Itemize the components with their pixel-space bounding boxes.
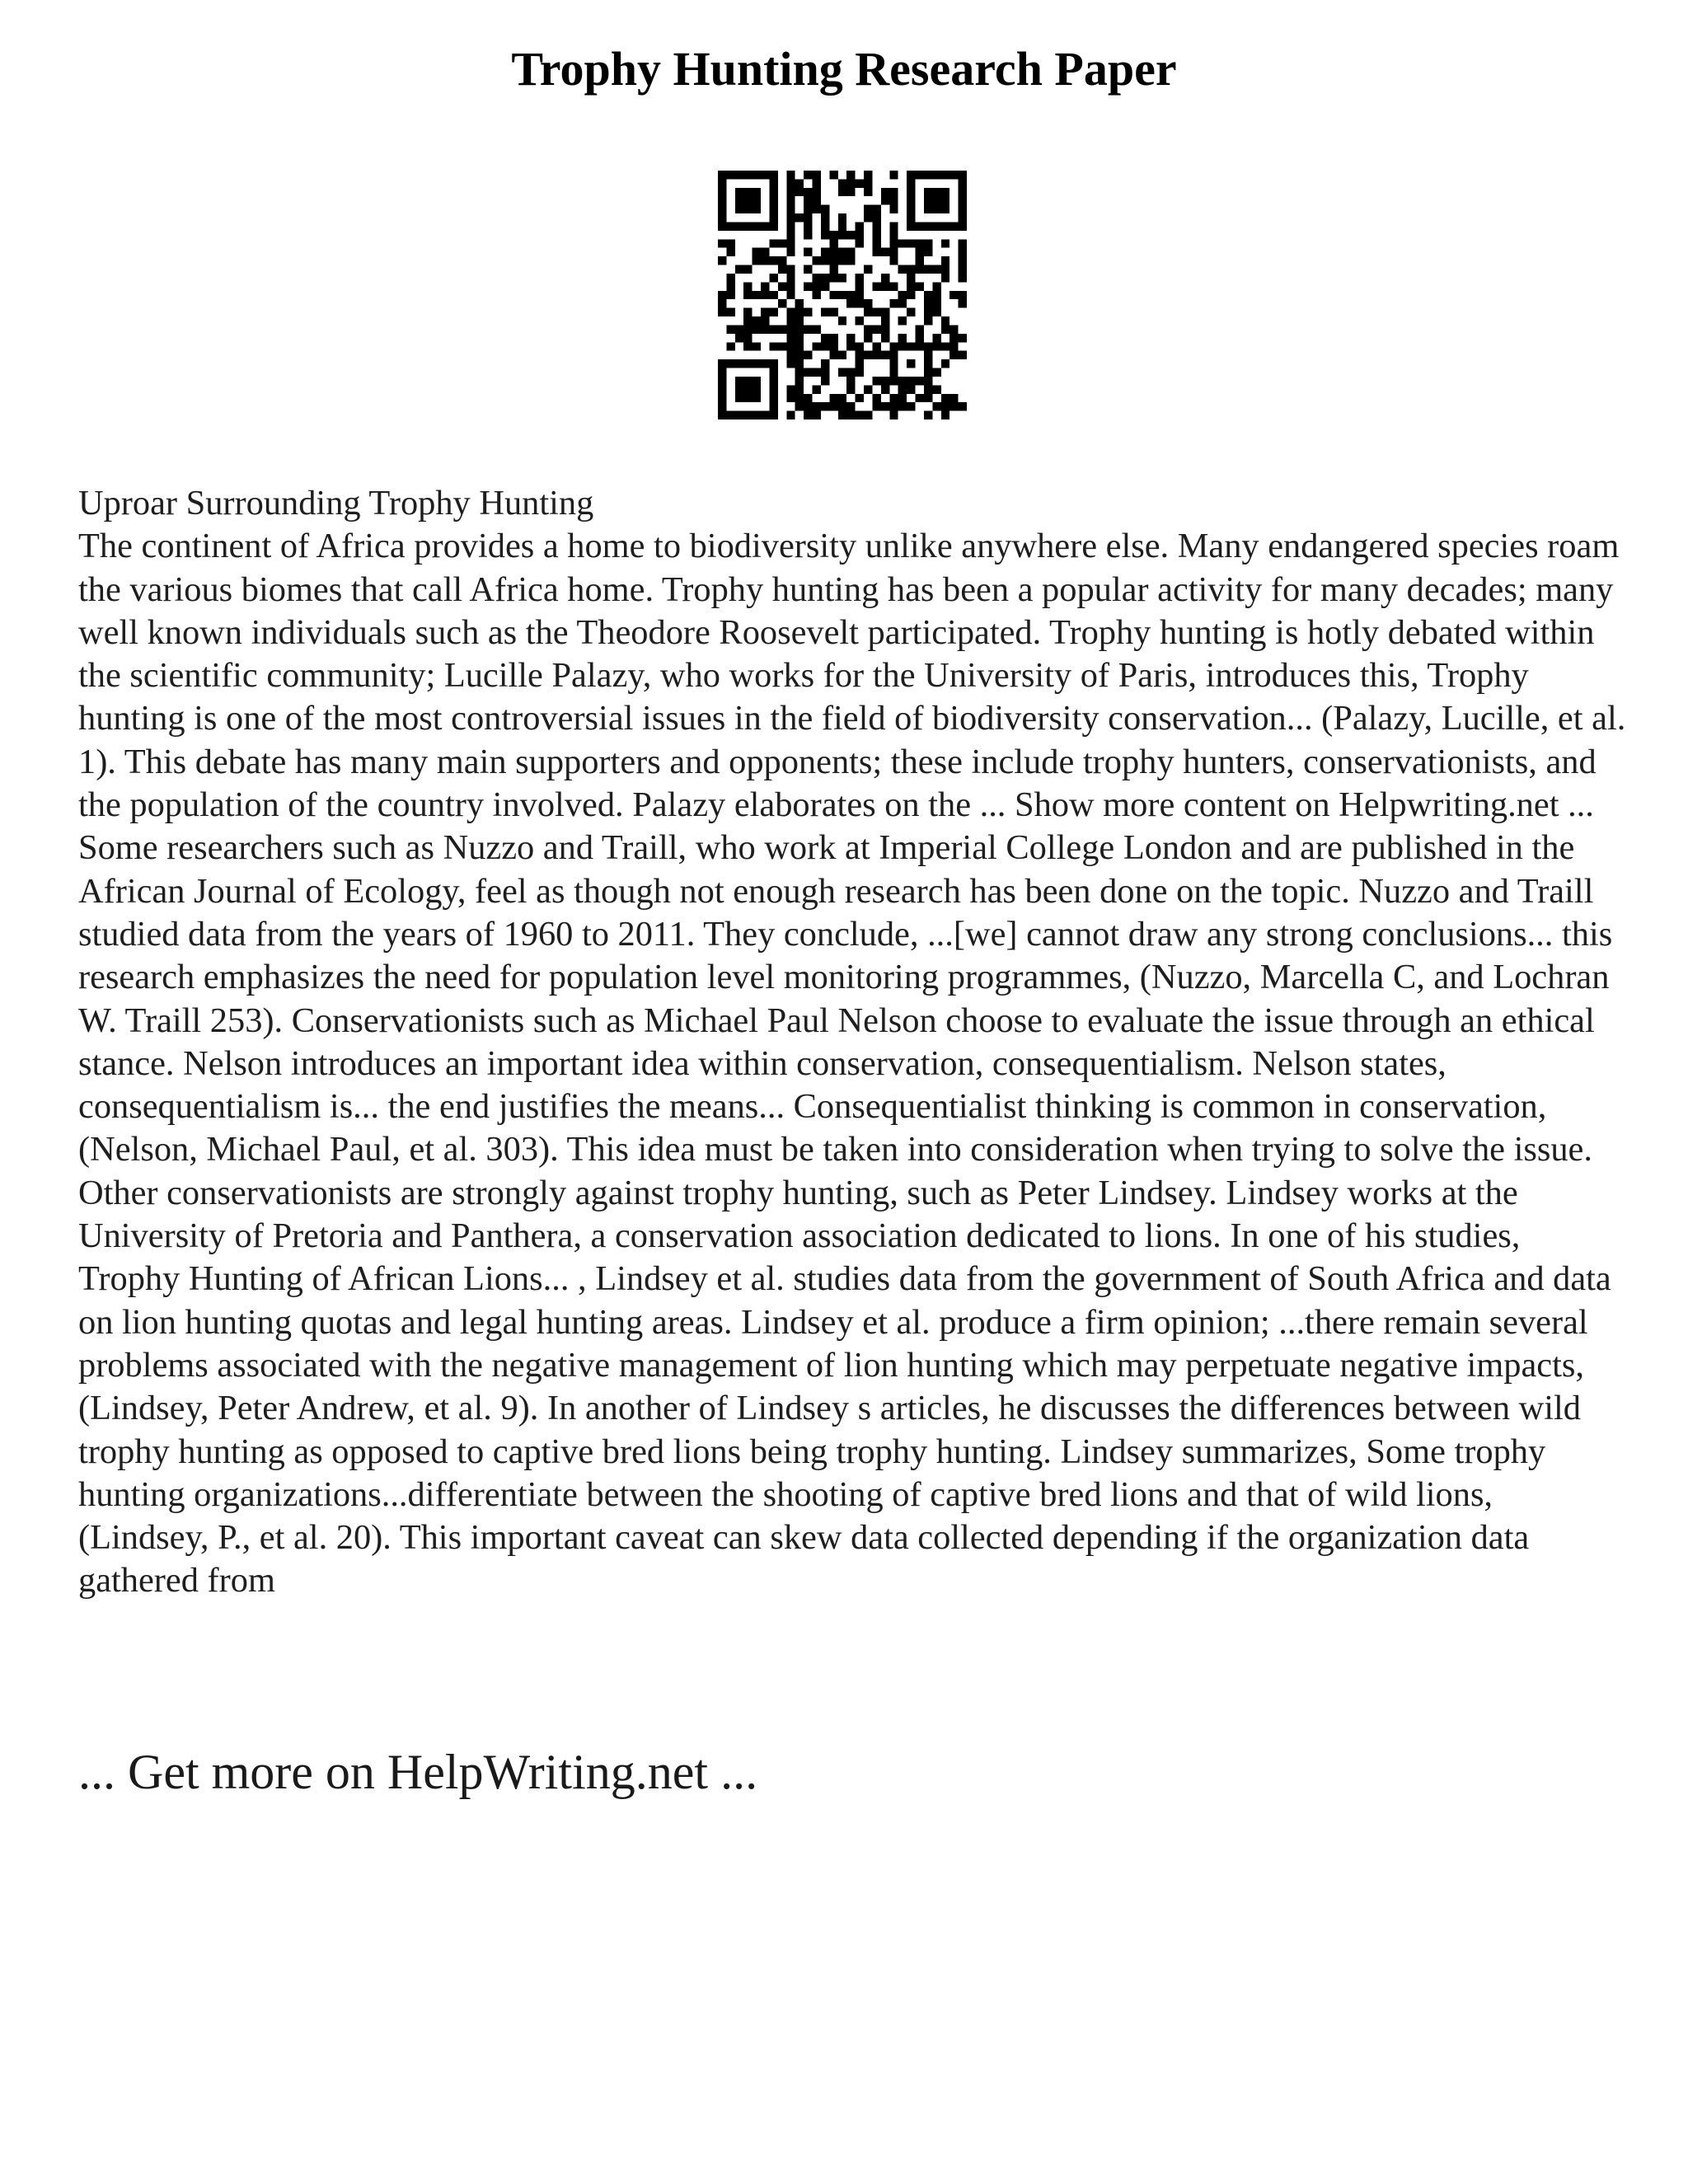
paragraph-intro: The continent of Africa provides a home to biodiversity unlike anywhere else. Many endangered species roam the various biomes that call Africa home. Trophy hunting has been a popular activity for many decades; many well known individuals such as the Theodore Roosevelt participated. Trophy hunting is hotly debated within the scientific community; Lucille Palazy, who works for the University of Paris, introduces this, Trophy hunting is one of the most controversial issues in the field of biodiversity conservation... (Palazy, Lucille, et al. 1). This debate has many main supporters and opponents; these include trophy hunters, conservationists, and the population of the country involved. Palazy elaborates on the ... Show more content on Helpwriting.net ... — [78, 527, 1626, 825]
get-more-link[interactable]: ... Get more on HelpWriting.net ... — [78, 1745, 758, 1799]
article-body — [78, 482, 1628, 1603]
document-title: Trophy Hunting Research Paper — [511, 42, 1177, 96]
paragraph-research: Some researchers such as Nuzzo and Traill, who work at Imperial College London and are published in the African Journal of Ecology, feel as though not enough research has been done on the topic. Nuzzo and Traill studied data from the years of 1960 to 2011. They conclude, ...[we] cannot draw any strong conclusions... this research emphasizes the need for population level monitoring programmes, (Nuzzo, Marcella C, and Lochran W. Traill 253). Conservationists such as Michael Paul Nelson choose to evaluate the issue through an ethical stance. Nelson introduces an important idea within conservation, consequentialism. Nelson states, consequentialism is... the end justifies the means... Consequentialist thinking is common in conservation, (Nelson, Michael Paul, et al. 303). This idea must be taken into consideration when trying to solve the issue. Other conservationists are strongly against trophy hunting, such as Peter Lindsey. Lindsey works at the University of Pretoria and Panthera, a conservation association dedicated to lions. In one of his studies, Trophy Hunting of African Lions... , Lindsey et al. studies data from the government of South Africa and data on lion hunting quotas and legal hunting areas. Lindsey et al. produce a firm opinion; ...there remain several problems associated with the negative management of lion hunting which may perpetuate negative impacts, (Lindsey, Peter Andrew, et al. 9). In another of Lindsey s articles, he discusses the differences between wild trophy hunting as opposed to captive bred lions being trophy hunting. Lindsey summarizes, Some trophy hunting organizations...differentiate between the shooting of captive bred lions and that of wild lions, (Lindsey, P., et al. 20). This important caveat can skew data collected depending if the organization data gathered from — [78, 828, 1613, 1601]
section-heading: Uproar Surrounding Trophy Hunting — [78, 484, 594, 523]
qr-code-icon — [718, 171, 967, 419]
